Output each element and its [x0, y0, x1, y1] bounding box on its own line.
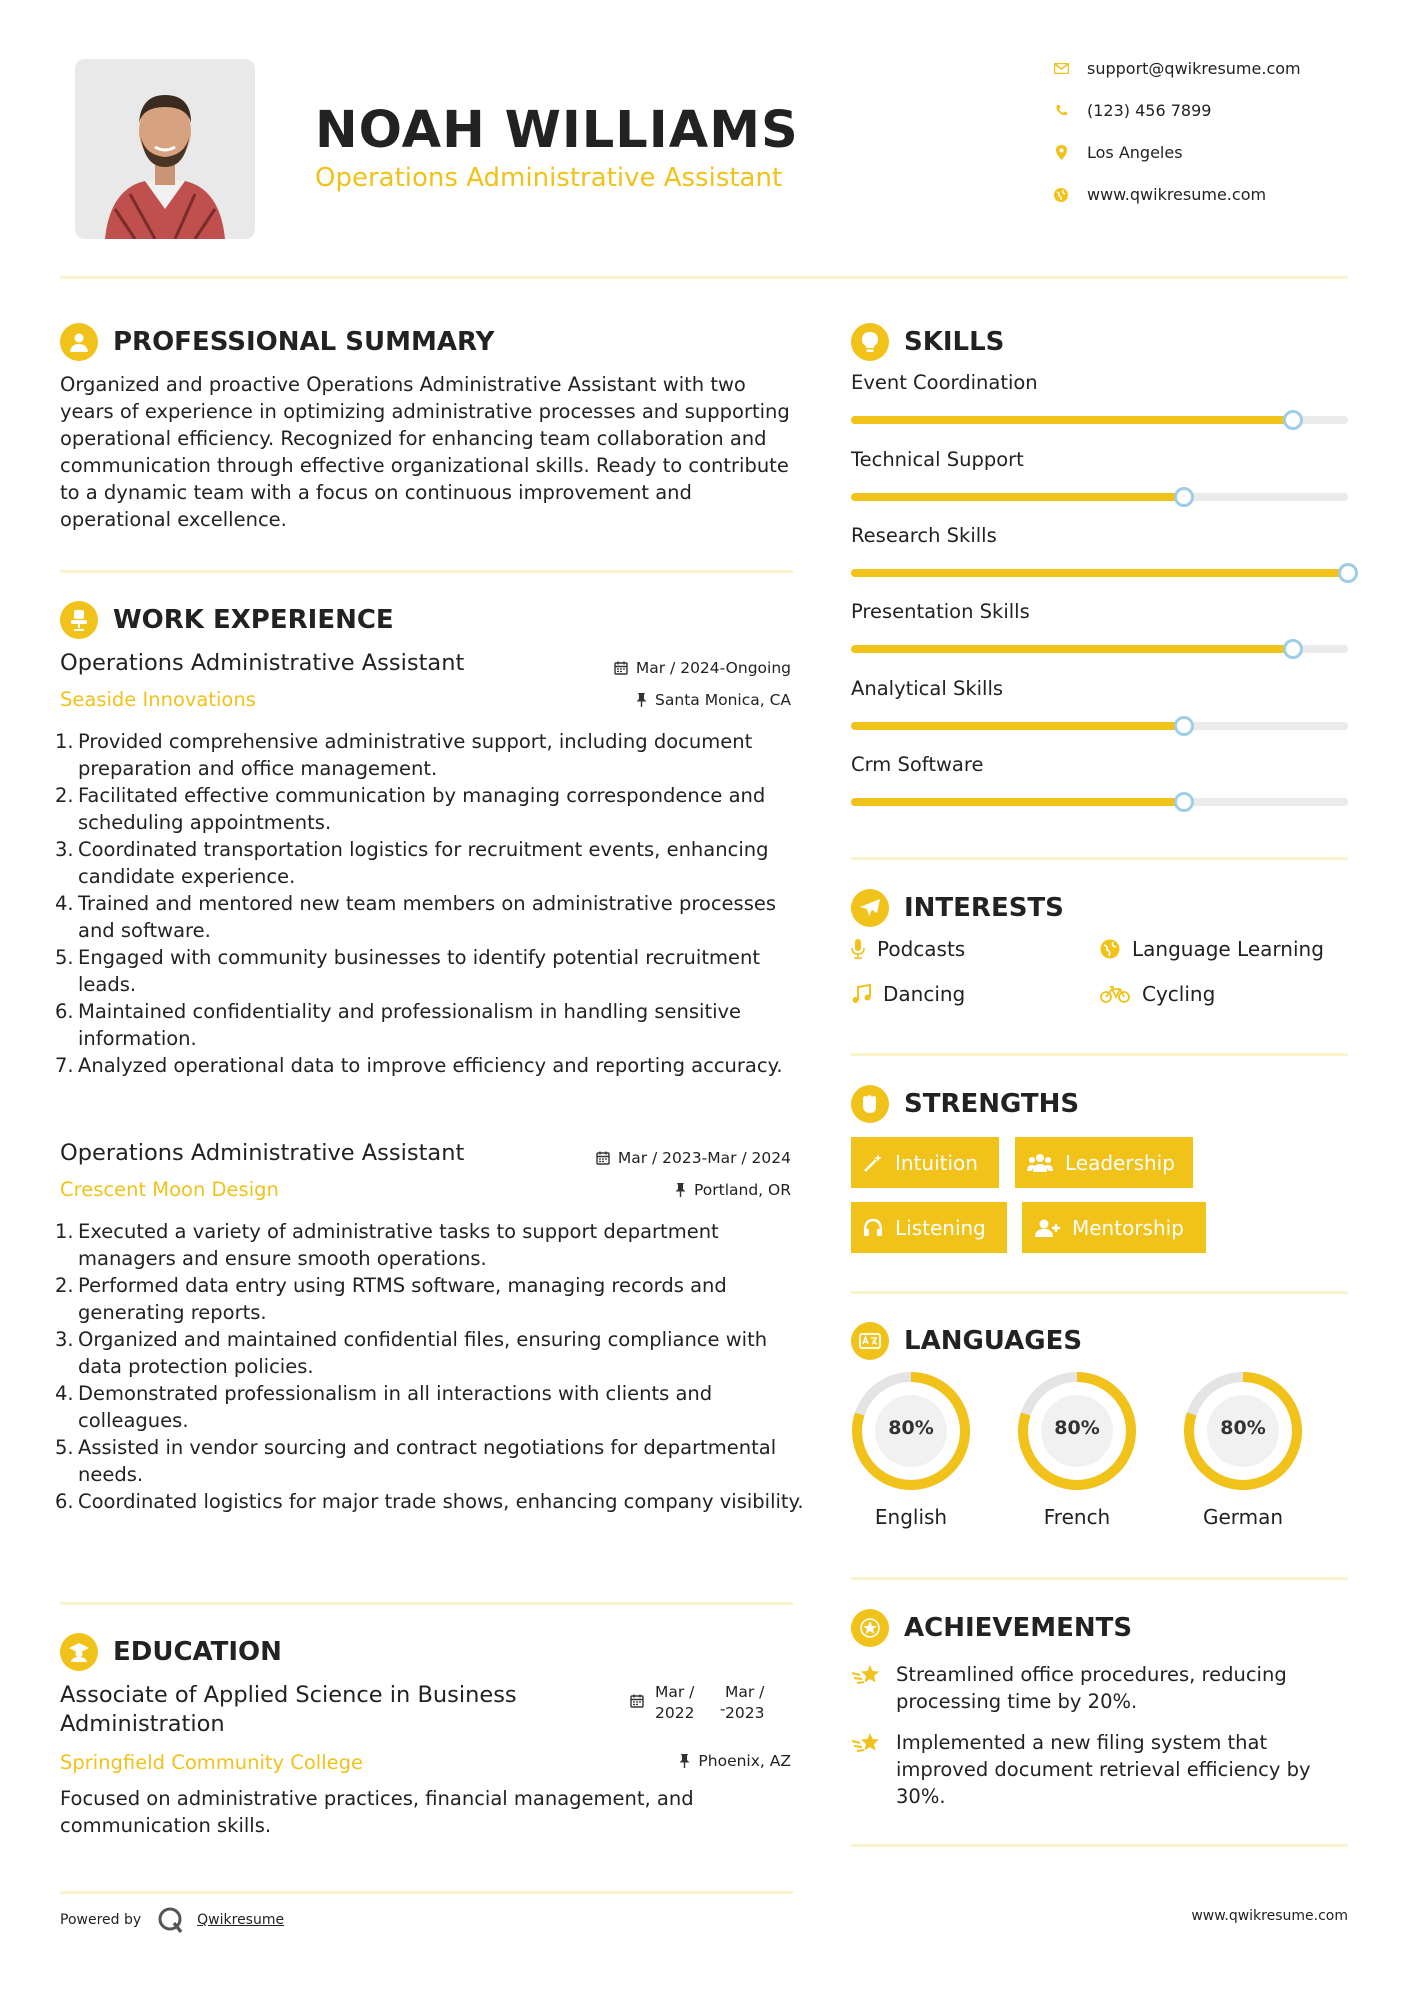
bicycle-icon: [1100, 985, 1130, 1003]
candidate-name: NOAH WILLIAMS: [315, 101, 799, 160]
education-heading: [60, 1633, 282, 1671]
fist-icon: [851, 1085, 889, 1123]
summary-text: Organized and proactive Operations Administrative Assistant with two years of experience in optimizing administrative processes and supporting operational efficiency. Recognized for enhancing team collaboration and communication through effective organizational skills. Ready to contribute to a dynamic team with a focus on continuous improvement and operational excellence.: [60, 373, 790, 531]
footer-website[interactable]: www.qwikresume.com: [1191, 1908, 1348, 1924]
list-item: 5. Engaged with community businesses to identify potential recruitment leads.: [55, 946, 760, 996]
magic-wand-icon: [863, 1153, 883, 1173]
globe-icon: [1100, 939, 1120, 959]
strength-chip: Leadership: [1015, 1137, 1193, 1188]
list-item: 1. Executed a variety of administrative tasks to support department managers and ensure smooth operations.: [55, 1220, 719, 1270]
achievements-divider: [851, 1844, 1348, 1847]
summary-divider: [60, 570, 793, 573]
contact-phone[interactable]: [1053, 101, 1211, 120]
skill-bar: [851, 493, 1348, 501]
experience-heading-text: WORK EXPERIENCE: [113, 605, 394, 635]
education-description: Focused on administrative practices, financial management, and communication skills.: [60, 1787, 694, 1837]
skill-label: Technical Support: [851, 448, 1024, 471]
education-divider: [60, 1891, 793, 1894]
interest-item: Dancing: [851, 982, 965, 1006]
profile-photo: [75, 59, 255, 239]
skill-bar: [851, 722, 1348, 730]
job-1-dates: [614, 659, 791, 677]
achievements-heading: [851, 1609, 1132, 1647]
contact-phone-text: (123) 456 7899: [1087, 101, 1212, 120]
list-item: 1. Provided comprehensive administrative support, including document preparation and office management.: [55, 730, 753, 780]
job-2-location-text: Portland, OR: [693, 1181, 791, 1199]
contact-email-text: support@qwikresume.com: [1087, 59, 1301, 78]
language-percent: 80%: [1220, 1417, 1266, 1439]
job-1-bullets: [55, 728, 805, 1079]
lightbulb-icon: [851, 323, 889, 361]
calendar-icon: [630, 1694, 644, 1708]
calendar-icon: [614, 661, 628, 675]
envelope-icon: [1053, 61, 1069, 77]
list-item: 6. Maintained confidentiality and professionalism in handling sensitive information.: [55, 1000, 742, 1050]
languages-heading: [851, 1322, 1082, 1360]
strength-chip: Listening: [851, 1202, 1007, 1253]
contact-location-text: Los Angeles: [1087, 143, 1183, 162]
list-item: 4. Demonstrated professionalism in all interactions with clients and colleagues.: [55, 1382, 713, 1432]
education-location-text: Phoenix, AZ: [698, 1752, 791, 1770]
list-item: 3. Organized and maintained confidential files, ensuring compliance with data protection policies.: [55, 1328, 768, 1378]
strength-chip: Mentorship: [1022, 1202, 1206, 1253]
language-ring: [1181, 1369, 1305, 1493]
user-icon: [60, 323, 98, 361]
list-item: 3. Coordinated transportation logistics for recruitment events, enhancing candidate experience.: [55, 838, 769, 888]
headphones-icon: [863, 1218, 883, 1238]
languages-heading-text: LANGUAGES: [904, 1326, 1083, 1356]
paper-plane-icon: [851, 889, 889, 927]
skill-bar: [851, 569, 1348, 577]
interests-divider: [851, 1053, 1348, 1056]
education-end-year: 2023: [725, 1704, 765, 1722]
skill-bar: [851, 416, 1348, 424]
experience-divider: [60, 1602, 793, 1605]
contact-website-text: www.qwikresume.com: [1087, 185, 1267, 204]
education-degree: [60, 1682, 517, 1737]
star-badge-icon: [851, 1609, 889, 1647]
language-name: French: [1043, 1505, 1111, 1529]
pushpin-icon: [636, 693, 647, 707]
calendar-icon: [596, 1151, 610, 1165]
contact-website[interactable]: [1053, 185, 1266, 204]
contact-location: [1053, 143, 1183, 162]
strengths-heading-text: STRENGTHS: [904, 1089, 1080, 1119]
education-location: [679, 1752, 791, 1770]
education-heading-text: EDUCATION: [113, 1637, 282, 1667]
list-item: 5. Assisted in vendor sourcing and contract negotiations for departmental needs.: [55, 1436, 777, 1486]
job-2-dates-text: Mar / 2023-Mar / 2024: [617, 1149, 791, 1167]
summary-heading-text: PROFESSIONAL SUMMARY: [113, 327, 495, 357]
music-note-icon: [851, 984, 871, 1004]
skills-heading: [851, 323, 1004, 361]
education-degree-line2: Administration: [60, 1711, 225, 1737]
translate-icon: [851, 1322, 889, 1360]
education-start-month: Mar /: [655, 1683, 695, 1701]
candidate-title: Operations Administrative Assistant: [315, 163, 783, 193]
shooting-star-icon: [851, 1663, 881, 1687]
language-percent: 80%: [1054, 1417, 1100, 1439]
pushpin-icon: [679, 1754, 690, 1768]
education-end-month: Mar /: [725, 1683, 765, 1701]
users-icon: [1027, 1153, 1053, 1173]
skill-bar: [851, 798, 1348, 806]
job-1-company: Seaside Innovations: [60, 688, 256, 711]
languages-divider: [851, 1577, 1348, 1580]
chair-icon: [60, 601, 98, 639]
education-start-year: 2022: [655, 1704, 695, 1722]
map-pin-icon: [1053, 145, 1069, 161]
job-2-company: Crescent Moon Design: [60, 1178, 279, 1201]
interests-heading: [851, 889, 1064, 927]
job-2-location: [675, 1181, 791, 1199]
strengths-divider: [851, 1291, 1348, 1294]
experience-heading: [60, 601, 394, 639]
list-item: 2. Facilitated effective communication by managing correspondence and scheduling appointments.: [55, 784, 766, 834]
globe-icon: [1053, 187, 1069, 203]
qwikresume-link[interactable]: Qwikresume: [197, 1912, 285, 1928]
strength-chip: Intuition: [851, 1137, 999, 1188]
skills-divider: [851, 857, 1348, 860]
user-plus-icon: [1034, 1218, 1060, 1238]
contact-email[interactable]: [1053, 59, 1301, 78]
pushpin-icon: [675, 1183, 686, 1197]
skill-bar: [851, 645, 1348, 653]
avatar-icon: [75, 59, 255, 239]
qwikresume-logo-icon: [157, 1906, 185, 1934]
skills-heading-text: SKILLS: [904, 327, 1005, 357]
job-1-title: Operations Administrative Assistant: [60, 650, 465, 676]
language-name: English: [874, 1505, 948, 1529]
job-1-location: [636, 691, 791, 709]
language-ring: [849, 1369, 973, 1493]
skill-label: Crm Software: [851, 753, 984, 776]
education-school: Springfield Community College: [60, 1751, 364, 1774]
education-degree-line1: Associate of Applied Science in Business: [60, 1682, 517, 1708]
strengths-heading: [851, 1085, 1079, 1123]
education-dates: [630, 1683, 790, 1727]
job-1-dates-text: Mar / 2024-Ongoing: [635, 659, 791, 677]
achievements-heading-text: ACHIEVEMENTS: [904, 1613, 1133, 1643]
list-item: 6. Coordinated logistics for major trade shows, enhancing company visibility.: [55, 1490, 804, 1513]
job-2-bullets: [55, 1218, 805, 1515]
footer-powered: [60, 1906, 284, 1934]
list-item: 2. Performed data entry using RTMS software, managing records and generating reports.: [55, 1274, 727, 1324]
header-divider: [60, 276, 1348, 279]
interests-heading-text: INTERESTS: [904, 893, 1064, 923]
skill-label: Event Coordination: [851, 371, 1038, 394]
microphone-icon: [851, 939, 865, 959]
job-2-title: Operations Administrative Assistant: [60, 1140, 465, 1166]
powered-by-text: Powered by: [60, 1912, 142, 1928]
skill-label: Research Skills: [851, 524, 997, 547]
list-item: 4. Trained and mentored new team members on administrative processes and software.: [55, 892, 777, 942]
summary-heading: [60, 323, 494, 361]
shooting-star-icon: [851, 1731, 881, 1755]
graduate-icon: [60, 1633, 98, 1671]
language-percent: 80%: [888, 1417, 934, 1439]
education-date-dash: -: [720, 1700, 726, 1718]
skill-label: Analytical Skills: [851, 677, 1004, 700]
job-1-location-text: Santa Monica, CA: [655, 691, 791, 709]
skill-label: Presentation Skills: [851, 600, 1030, 623]
interest-item: Podcasts: [851, 937, 965, 961]
language-name: German: [1202, 1505, 1284, 1529]
phone-icon: [1053, 103, 1069, 119]
interest-item: Language Learning: [1100, 937, 1324, 961]
language-ring: [1015, 1369, 1139, 1493]
job-2-dates: [596, 1149, 791, 1167]
list-item: 7. Analyzed operational data to improve efficiency and reporting accuracy.: [55, 1054, 783, 1077]
interest-item: Cycling: [1100, 982, 1215, 1006]
